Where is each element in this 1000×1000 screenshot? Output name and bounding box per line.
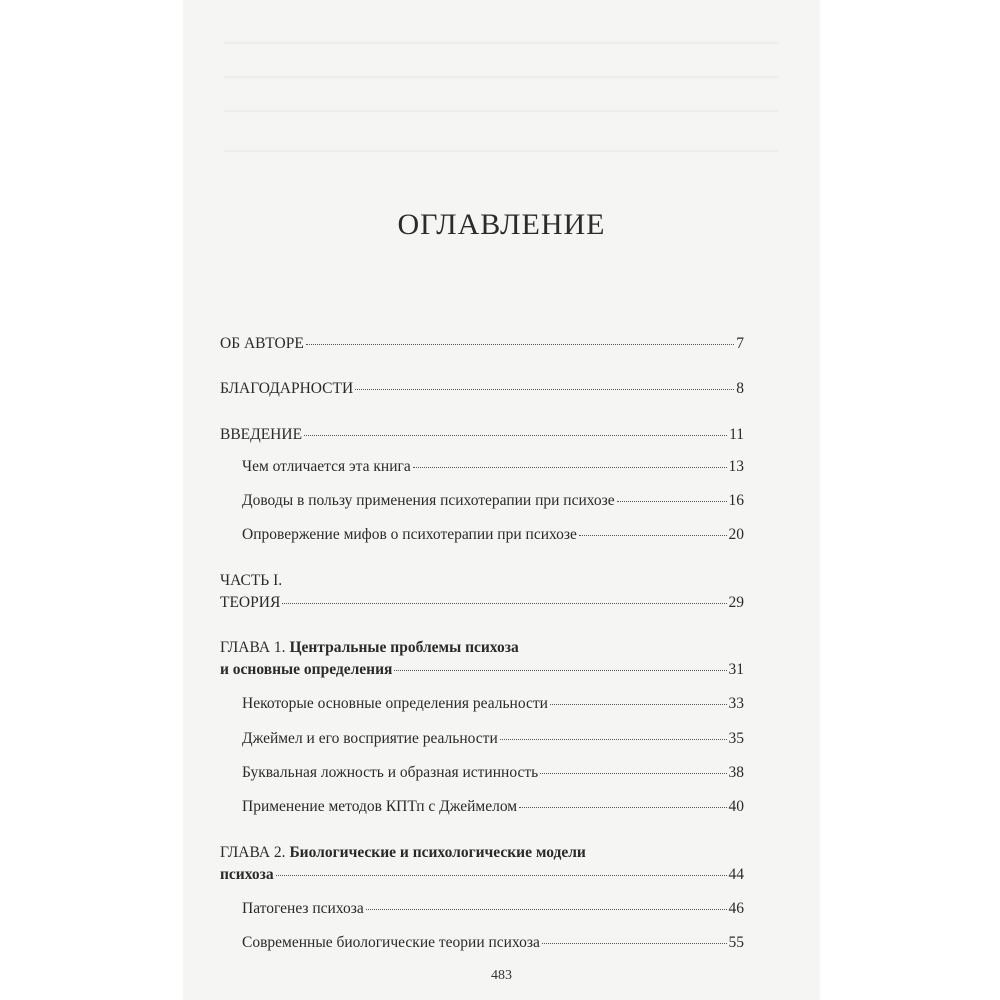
leader-dots	[542, 943, 727, 944]
toc-entry-title: Опровержение мифов о психотерапии при психозе	[242, 526, 577, 543]
toc-entry-acknowledgements[interactable]	[220, 378, 744, 400]
leader-dots	[617, 501, 727, 502]
toc-page-number: 8	[736, 380, 744, 397]
leader-dots	[500, 739, 727, 740]
toc-entry-literal-falsehood[interactable]	[242, 762, 744, 784]
toc-entry-part-1[interactable]	[220, 570, 744, 614]
toc-entry-reality-definitions[interactable]	[242, 693, 744, 715]
leader-dots	[550, 704, 727, 705]
toc-entry-title: ТЕОРИЯ	[220, 594, 281, 611]
toc-entry-how-book-differs[interactable]	[242, 456, 744, 478]
toc-page-number: 38	[728, 764, 744, 781]
toc-entry-title: Патогенез психоза	[242, 900, 364, 917]
toc-page-number: 7	[736, 335, 744, 352]
toc-page-number: 31	[728, 661, 744, 678]
show-through	[224, 110, 779, 112]
leader-dots	[282, 603, 726, 604]
chapter-prefix: ГЛАВА 1.	[220, 639, 290, 656]
toc-page-number: 44	[728, 866, 744, 883]
toc-entry-pathogenesis[interactable]	[242, 898, 744, 920]
leader-dots	[276, 875, 727, 876]
leader-dots	[306, 344, 734, 345]
chapter-prefix: ГЛАВА 2.	[220, 844, 290, 861]
toc-page-number: 29	[728, 594, 744, 611]
toc-entry-chapter-2[interactable]	[220, 842, 744, 886]
toc-entry-title: БЛАГОДАРНОСТИ	[220, 380, 354, 397]
toc-page-number: 46	[728, 900, 744, 917]
toc-page-number: 13	[728, 458, 744, 475]
leader-dots	[366, 909, 727, 910]
leader-dots	[540, 773, 726, 774]
leader-dots	[304, 435, 727, 436]
chapter-title: Биологические и психологические модели	[289, 844, 586, 861]
toc-entry-about-author[interactable]	[220, 333, 744, 355]
toc-entry-title: Современные биологические теории психоза	[242, 934, 540, 951]
toc-entry-chapter-1[interactable]	[220, 637, 744, 681]
leader-dots	[579, 535, 727, 536]
show-through	[224, 76, 779, 78]
toc-entry-title: ВВЕДЕНИЕ	[220, 426, 303, 443]
leader-dots	[394, 670, 726, 671]
book-page	[184, 0, 819, 1000]
show-through	[224, 42, 779, 44]
toc-entry-title: Буквальная ложность и образная истинность	[242, 764, 539, 781]
leader-dots	[413, 467, 727, 468]
toc-entry-title: Доводы в пользу применения психотерапии при психозе	[242, 492, 615, 509]
leader-dots	[519, 807, 726, 808]
page-number: 483	[491, 968, 512, 983]
toc-page-number: 55	[728, 934, 744, 951]
toc-entry-line1: ЧАСТЬ I.	[220, 572, 283, 589]
chapter-title: Центральные проблемы психоза	[289, 639, 519, 656]
toc-entry-title: Чем отличается эта книга	[242, 458, 411, 475]
toc-page-number: 35	[728, 730, 744, 747]
toc-entry-title: психоза	[220, 866, 274, 883]
toc-entry-title: Джеймел и его восприятие реальности	[242, 730, 498, 747]
toc-page-number: 20	[728, 526, 744, 543]
toc-page-number: 33	[728, 695, 744, 712]
toc-entry-title: Некоторые основные определения реальности	[242, 695, 548, 712]
toc-page-number: 11	[729, 426, 744, 443]
toc-entry-arguments[interactable]	[242, 490, 744, 512]
leader-dots	[355, 389, 734, 390]
toc-heading: ОГЛАВЛЕНИЕ	[397, 208, 606, 241]
toc-entry-title: и основные определения	[220, 661, 393, 678]
toc-entry-biological-theories[interactable]	[242, 932, 744, 954]
toc-entry-introduction[interactable]	[220, 424, 744, 446]
toc-page-number: 16	[728, 492, 744, 509]
toc-entry-jamel-reality[interactable]	[242, 728, 744, 750]
toc-page-number: 40	[728, 798, 744, 815]
toc-entry-cbtp-methods[interactable]	[242, 796, 744, 818]
toc-entry-myths[interactable]	[242, 524, 744, 546]
show-through	[224, 150, 779, 152]
toc-entry-title: Применение методов КПТп с Джеймелом	[242, 798, 518, 815]
toc-entry-title: ОБ АВТОРЕ	[220, 335, 304, 352]
